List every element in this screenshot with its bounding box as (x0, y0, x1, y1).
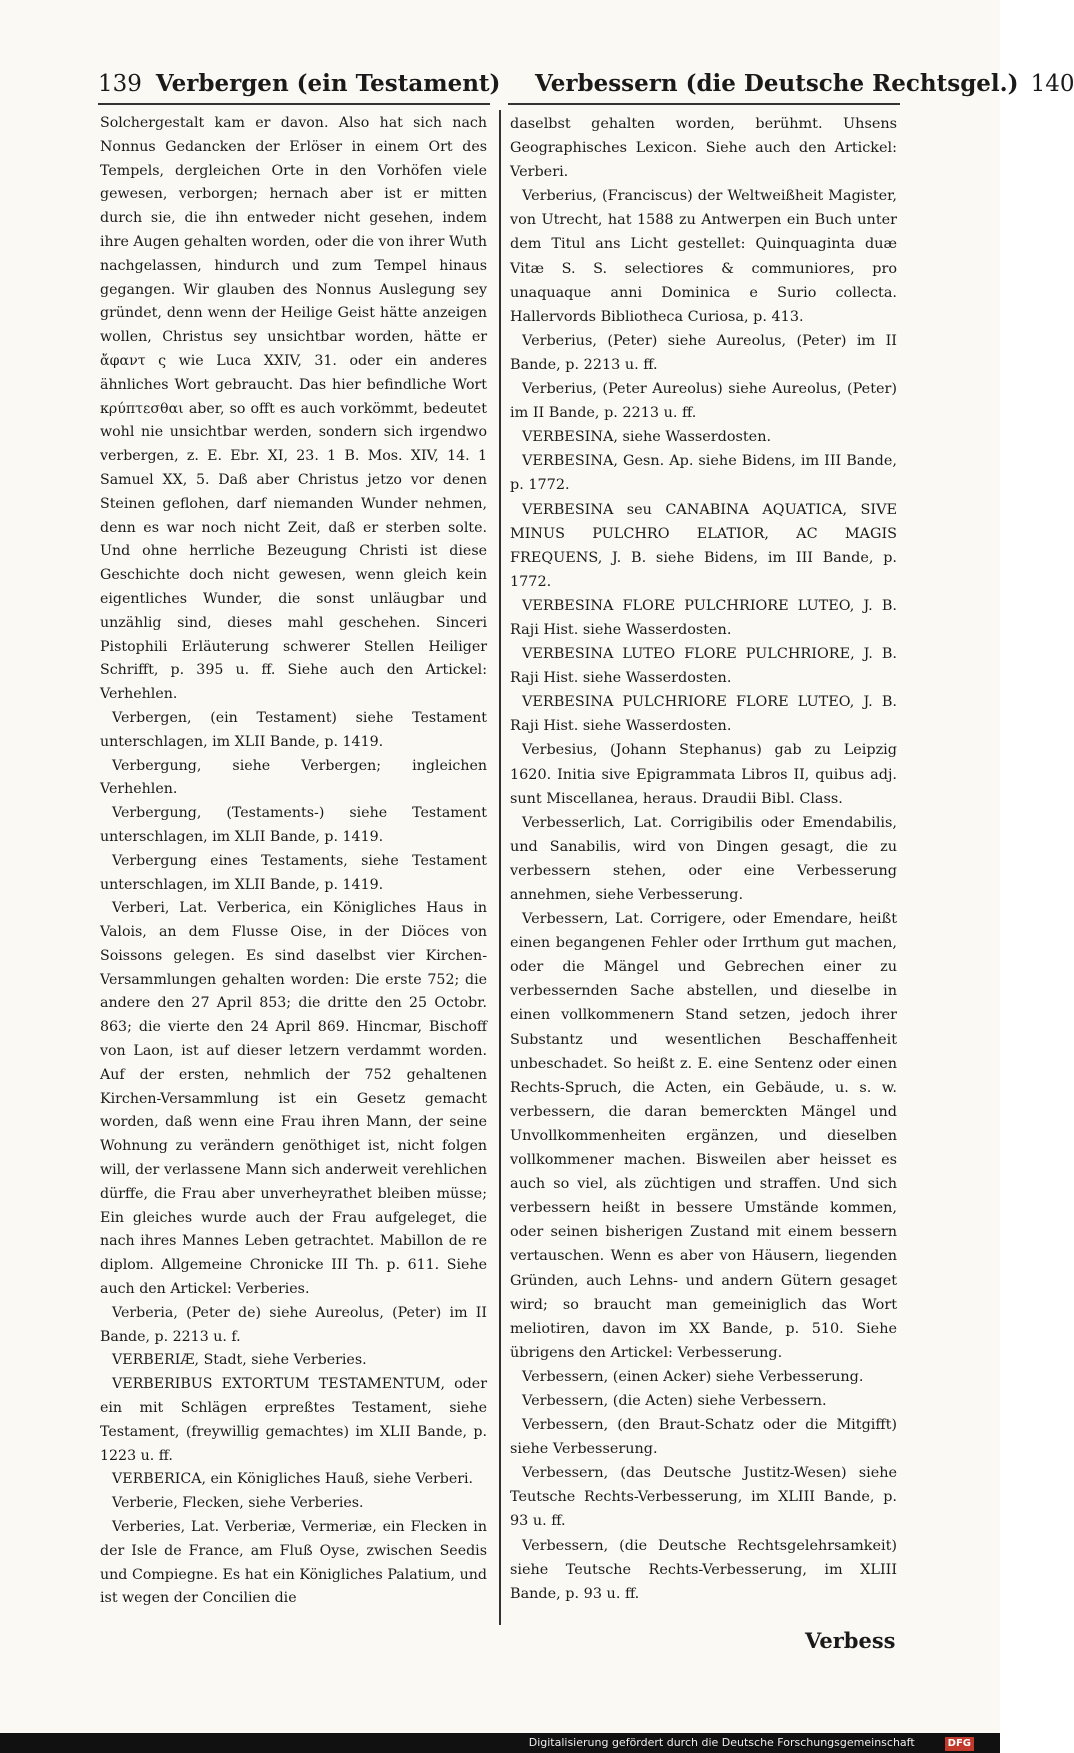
lexicon-entry: daselbst gehalten worden, berühmt. Uhsens Geographisches Lexicon. Siehe auch den Artickel: Verberi. (510, 116, 897, 181)
lexicon-entry: Verbergen, (ein Testament) siehe Testament unterschlagen, im XLII Bande, p. 1419. (100, 709, 487, 750)
lexicon-entry: Verberi, Lat. Verberica, ein Königliches Haus in Valois, an dem Flusse Oise, in der Diöces von Soissons gelegen. Es sind daselbst vier Kirchen-Versammlungen gehalten worden: Die erste 752; die andere den 27 April 853; die dritte den 25 Octobr. 863; die vierte den 24 April 869. Hincmar, Bischoff von Laon, ist auf dieser letzern verdammt worden. Auf der ersten, nehmlich der 752 gehaltenen Kirchen-Versammlung ist ein Gesetz gemacht worden, daß wenn eine Frau ihren Mann, der seine Wohnung zu verändern genöthiget ist, nicht folgen will, der verlassene Mann sich anderweit verehlichen dürffe, die Frau aber unverheyrathet bleiben müsse; Ein gleiches wurde auch der Frau aufgeleget, die nach ihres Mannes Leben getrachtet. Mabillon de re diplom. Allgemeine Chronicke III Th. p. 611. Siehe auch den Artickel: Verberies. (100, 900, 487, 1298)
footer-text: Digitalisierung gefördert durch die Deutsche Forschungsgemeinschaft (528, 1736, 915, 1749)
lexicon-entry: Verberius, (Peter Aureolus) siehe Aureolus, (Peter) im II Bande, p. 2213 u. ff. (510, 381, 897, 422)
left-column (100, 112, 487, 1611)
right-column (510, 112, 897, 1606)
lexicon-entry: Verberia, (Peter de) siehe Aureolus, (Peter) im II Bande, p. 2213 u. f. (100, 1304, 487, 1345)
column-divider (499, 110, 501, 1625)
lexicon-entry: VERBERICA, ein Königliches Hauß, siehe Verberi. (112, 1471, 474, 1488)
lexicon-entry: Verbessern, (die Deutsche Rechtsgelehrsamkeit) siehe Teutsche Rechts-Verbesserung, im XLIII Bande, p. 93 u. ff. (510, 1537, 897, 1602)
lexicon-entry: Verbessern, (das Deutsche Justitz-Wesen) siehe Teutsche Rechts-Verbesserung, im XLIII Bande, p. 93 u. ff. (510, 1465, 897, 1530)
lexicon-entry: Verberie, Flecken, siehe Verberies. (112, 1495, 364, 1512)
lexicon-entry: Verbergung eines Testaments, siehe Testament unterschlagen, im XLII Bande, p. 1419. (100, 852, 487, 893)
lexicon-entry: Verbesius, (Johann Stephanus) gab zu Leipzig 1620. Initia sive Epigrammata Libros II, quibus adj. sunt Miscellanea, heraus. Draudii Bibl. Class. (510, 742, 897, 807)
lexicon-entry: Verbesserlich, Lat. Corrigibilis oder Emendabilis, und Sanabilis, wird von Dingen gesagt, die zu verbessern stehen, oder eine Verbesserung annehmen, siehe Verbesserung. (510, 814, 897, 903)
lexicon-entry: Verbessern, Lat. Corrigere, oder Emendare, heißt einen begangenen Fehler oder Irrthum gut machen, oder die Mängel und Gebrechen einer zu verbessernden Sache abstellen, und dieselbe in einen vollkommenern Stand setzen, jedoch ihrer Substantz und wesentlichen Beschaffenheit unbeschadet. So heißt z. E. eine Sentenz oder einen Rechts-Spruch, die Acten, ein Gebäude, u. s. w. verbessern, die daran bemerckten Mängel und Unvollkommenheiten ergänzen, und dieselben vollkommener machen. Bisweilen aber heisset es auch so viel, als züchtigen und straffen. Und sich verbessern heißt in bessere Umstände kommen, oder seinen bisherigen Zustand mit einem bessern vertauschen. Wenn es aber von Häusern, liegenden Gründen, auch Lehns- und andern Gütern gesaget wird; so braucht man gemeiniglich das Wort meliotiren, davon im XX Bande, p. 510. Siehe übrigens den Artickel: Verbesserung. (510, 911, 897, 1361)
lexicon-entry: VERBESINA FLORE PULCHRIORE LUTEO, J. B. Raji Hist. siehe Wasserdosten. (510, 597, 897, 638)
lexicon-entry: VERBESINA seu CANABINA AQUATICA, SIVE MINUS PULCHRO ELATIOR, AC MAGIS FREQUENS, J. B. siehe Bidens, im III Bande, p. 1772. (510, 501, 897, 590)
lexicon-entry: VERBESINA, Gesn. Ap. siehe Bidens, im III Bande, p. 1772. (510, 453, 897, 494)
left-header-rule (98, 103, 490, 105)
footer-bar (0, 1733, 1000, 1753)
lexicon-entry: Solchergestalt kam er davon. Also hat sich nach Nonnus Gedancken der Erlöser in einem Ort des Tempels, dergleichen Orte in den Vorhöfen viele gewesen, verborgen; hernach aber ist er mitten durch sie, die ihn entweder nicht gesehen, indem ihre Augen gehalten worden, oder die von ihrer Wuth nachgelassen, hindurch und zum Tempel hinaus gegangen. Wir glauben des Nonnus Auslegung sey gründet, denn wenn der Heilige Geist hätte anzeigen wollen, Christus sey unsichtbar worden, hätte er ἄφαντ ς wie Luca XXIV, 31. oder ein anderes ähnliches Wort gebraucht. Das hier befindliche Wort κρύπτεσθαι aber, so offt es auch vorkömmt, bedeutet wohl nie unsichtbar werden, sondern sich irgendwo verbergen, z. E. Ebr. XI, 23. 1 B. Mos. XIV, 14. 1 Samuel XX, 5. Daß aber Christus jetzo vor denen Steinen geflohen, darf niemanden Wunder nehmen, denn es war noch nicht Zeit, daß er sterben solte. Und ohne herrliche Bezeugung Christi ist diese Geschichte doch nicht gewesen, wenn gleich kein eigentliches Wunder, die sonst unläugbar und unzählig sind, dieses mahl geschehen. Sinceri Pistophili Erläuterung schwerer Stellen Heiliger Schrifft, p. 395 u. ff. Siehe auch den Artickel: Verhehlen. (100, 115, 487, 703)
lexicon-entry: Verbergung, siehe Verbergen; ingleichen Verhehlen. (100, 757, 487, 798)
left-running-title: Verbergen (ein Testament) (155, 70, 501, 97)
dfg-logo-icon: DFG (945, 1737, 974, 1751)
lexicon-entry: Verberius, (Peter) siehe Aureolus, (Peter) im II Bande, p. 2213 u. ff. (510, 332, 897, 373)
lexicon-entry: Verbergung, (Testaments-) siehe Testament unterschlagen, im XLII Bande, p. 1419. (100, 805, 487, 845)
lexicon-entry: VERBERIÆ, Stadt, siehe Verberies. (112, 1352, 367, 1369)
left-page-number: 139 (98, 71, 142, 97)
lexicon-entry: Verberius, (Franciscus) der Weltweißheit Magister, von Utrecht, hat 1588 zu Antwerpen ein Buch unter dem Titul ans Licht gestellet: Quinquaginta duæ Vitæ S. S. selectiores & communiores, pro unaquaque anni Dominica e Surio collecta. Hallervords Bibliotheca Curiosa, p. 413. (510, 188, 897, 325)
lexicon-entry: VERBESINA, siehe Wasserdosten. (522, 429, 772, 446)
lexicon-entry: Verbessern, (den Braut-Schatz oder die Mitgifft) siehe Verbesserung. (510, 1417, 897, 1458)
lexicon-entry: Verbessern, (einen Acker) siehe Verbesserung. (522, 1368, 864, 1385)
right-page-number: 140 (1030, 71, 1074, 97)
lexicon-entry: VERBESINA PULCHRIORE FLORE LUTEO, J. B. Raji Hist. siehe Wasserdosten. (510, 694, 897, 735)
lexicon-entry: Verbessern, (die Acten) siehe Verbessern. (522, 1392, 827, 1409)
catchword: Verbess (805, 1628, 896, 1653)
lexicon-entry: VERBESINA LUTEO FLORE PULCHRIORE, J. B. Raji Hist. siehe Wasserdosten. (510, 646, 897, 687)
lexicon-entry: Verberies, Lat. Verberiæ, Vermeriæ, ein Flecken in der Isle de France, am Fluß Oyse, zwischen Seedis und Compiegne. Es hat ein Königliches Palatium, und ist wegen der Concilien die (100, 1519, 487, 1607)
right-running-title: Verbessern (die Deutsche Rechtsgel.) (535, 70, 1019, 97)
lexicon-entry: VERBERIBUS EXTORTUM TESTAMENTUM, oder ein mit Schlägen erpreßtes Testament, siehe Testament, (freywillig gemachtes) im XLII Bande, p. 1223 u. ff. (100, 1376, 487, 1464)
right-header-rule (508, 103, 900, 105)
